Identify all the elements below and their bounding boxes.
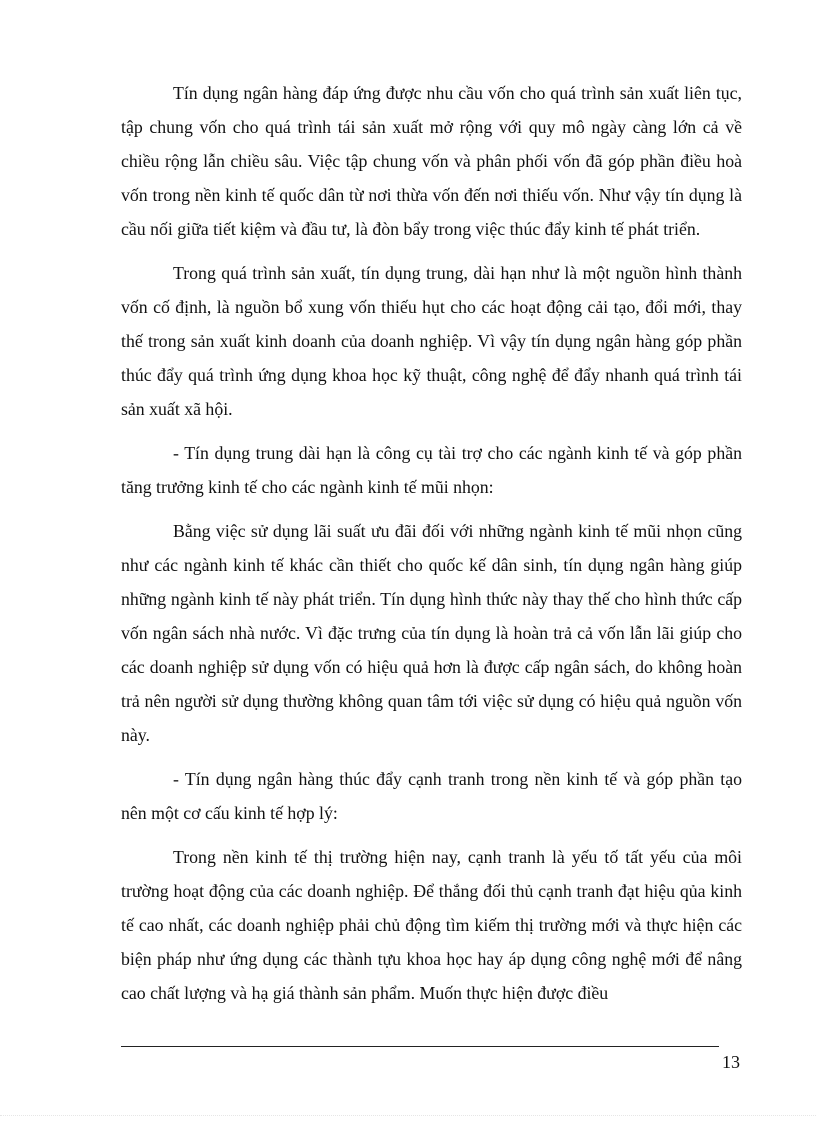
bullet-competition: - Tín dụng ngân hàng thúc đẩy cạnh tranh trong nền kinh tế và góp phần tạo nên một cơ cấu kinh tế hợp lý: <box>121 769 742 823</box>
paragraph-preferential-interest: Bằng việc sử dụng lãi suất ưu đãi đối với những ngành kinh tế mũi nhọn cũng như các ngành kinh tế khác cần thiết cho quốc kế dân sinh, tín dụng ngân hàng giúp những ngành kinh tế này phát triển. Tín dụng hình thức này thay thế cho hình thức cấp vốn ngân sách nhà nước. Vì đặc trưng của tín dụng là hoàn trả cả vốn lẫn lãi giúp cho các doanh nghiệp sử dụng vốn có hiệu quả hơn là được cấp ngân sách, do không hoàn trả nên người sử dụng thường không quan tâm tới việc sử dụng có hiệu quả nguồn vốn này. <box>121 521 742 745</box>
paragraph-credit-capital-needs: Tín dụng ngân hàng đáp ứng được nhu cầu vốn cho quá trình sản xuất liên tục, tập chung vốn cho quá trình tái sản xuất mở rộng với quy mô ngày càng lớn cả về chiều rộng lẫn chiều sâu. Việc tập chung vốn và phân phối vốn đã góp phần điều hoà vốn trong nền kinh tế quốc dân từ nơi thừa vốn đến nơi thiếu vốn. Như vậy tín dụng là cầu nối giữa tiết kiệm và đầu tư, là đòn bẩy trong việc thúc đẩy kinh tế phát triển. <box>121 83 742 239</box>
bullet-long-term-credit: - Tín dụng trung dài hạn là công cụ tài trợ cho các ngành kinh tế và góp phần tăng trưởng kinh tế cho các ngành kinh tế mũi nhọn: <box>121 443 742 497</box>
page-bottom-dotted-border <box>0 1115 816 1116</box>
body-text <box>121 76 742 1020</box>
page-number: 13 <box>722 1052 740 1072</box>
paragraph-market-economy: Trong nền kinh tế thị trường hiện nay, cạnh tranh là yếu tố tất yếu của môi trường hoạt động của các doanh nghiệp. Để thắng đối thủ cạnh tranh đạt hiệu qủa kinh tế cao nhất, các doanh nghiệp phải chủ động tìm kiếm thị trường mới và thực hiện các biện pháp như ứng dụng các thành tựu khoa học hay áp dụng công nghệ mới để nâng cao chất lượng và hạ giá thành sản phẩm. Muốn thực hiện được điều <box>121 847 742 1003</box>
footer-divider <box>121 1046 719 1047</box>
paragraph-production-process: Trong quá trình sản xuất, tín dụng trung, dài hạn như là một nguồn hình thành vốn cố định, là nguồn bổ xung vốn thiếu hụt cho các hoạt động cải tạo, đổi mới, thay thế trong sản xuất kinh doanh của doanh nghiệp. Vì vậy tín dụng ngân hàng góp phần thúc đẩy quá trình ứng dụng khoa học kỹ thuật, công nghệ để đẩy nhanh quá trình tái sản xuất xã hội. <box>121 263 742 419</box>
